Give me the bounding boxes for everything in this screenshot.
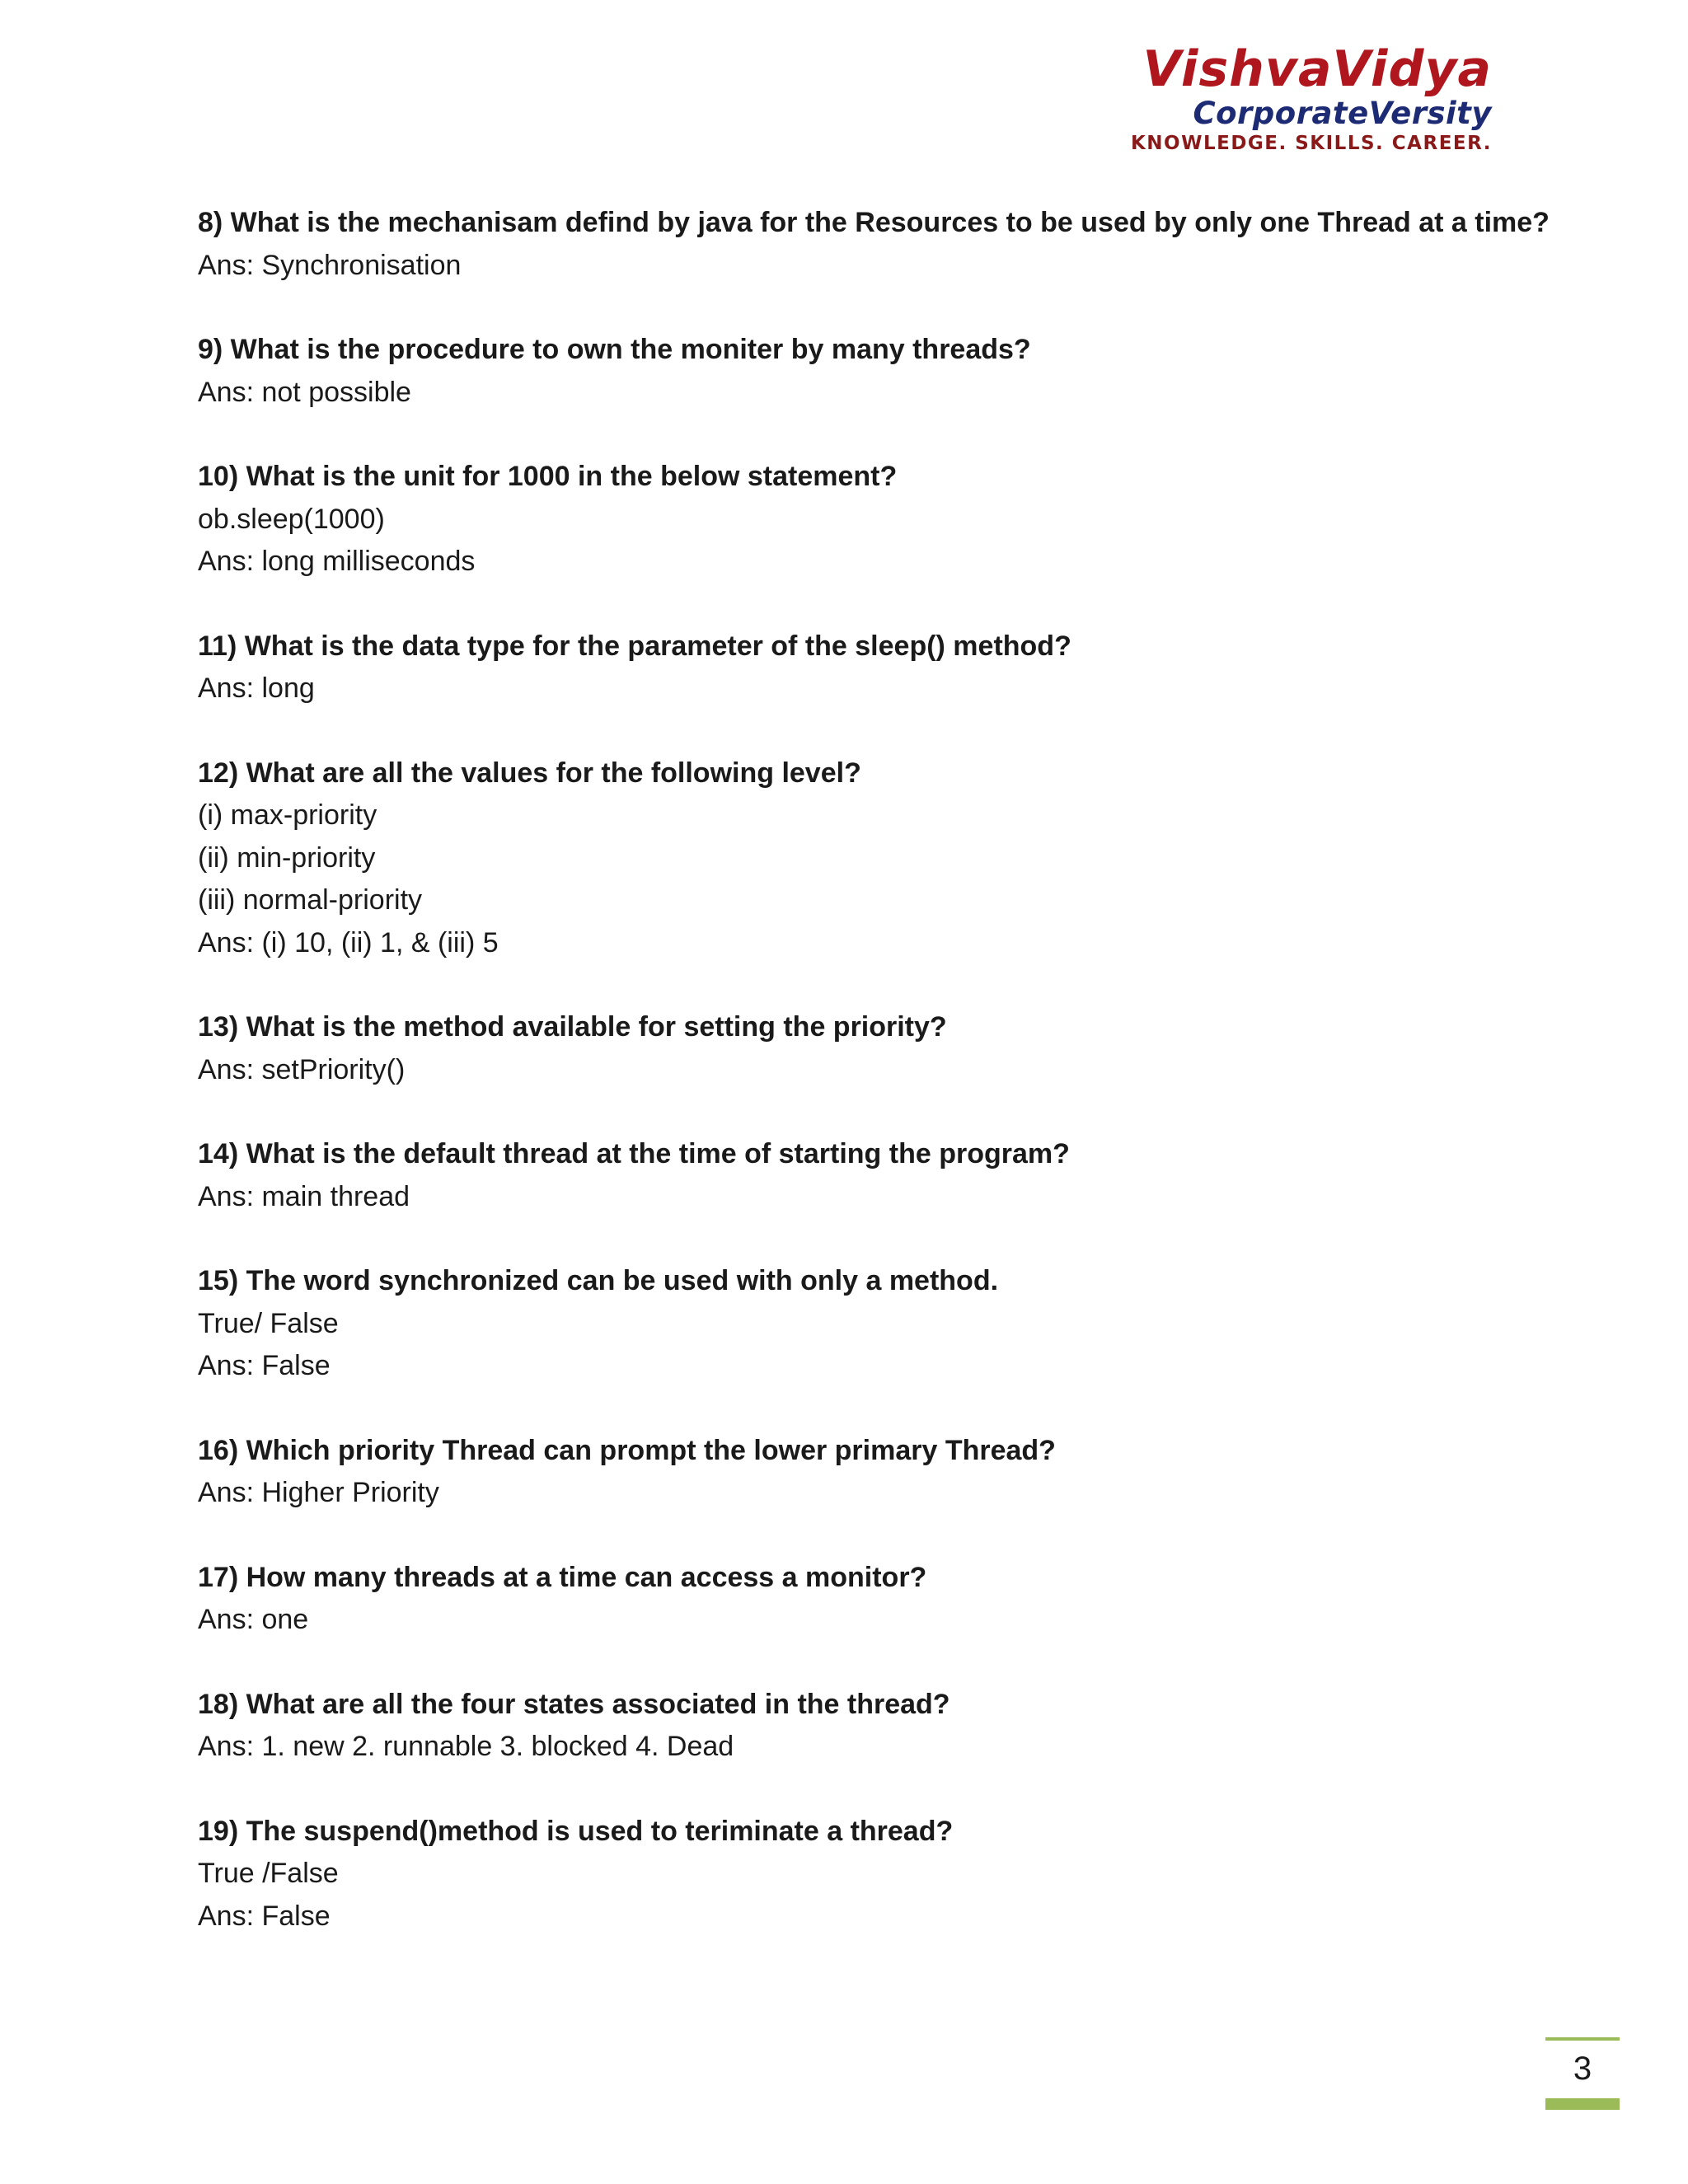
question-text: 17) How many threads at a time can access a monitor? — [198, 1561, 927, 1593]
answer-text: Ans: Synchronisation — [198, 249, 462, 281]
qa-item — [198, 329, 1517, 414]
question-text: 14) What is the default thread at the time of starting the program? — [198, 1138, 1070, 1169]
question-text: 12) What are all the values for the following level? — [198, 757, 861, 789]
question-text: 18) What are all the four states associated in the thread? — [198, 1688, 950, 1720]
qa-item — [198, 1430, 1517, 1515]
company-logo — [1104, 40, 1492, 155]
qa-item — [198, 456, 1517, 583]
answer-text: Ans: one — [198, 1604, 309, 1635]
question-detail: True/ False — [198, 1307, 339, 1339]
answer-text: Ans: 1. new 2. runnable 3. blocked 4. Dead — [198, 1731, 734, 1762]
question-text: 15) The word synchronized can be used with only a method. — [198, 1265, 999, 1296]
qa-item — [198, 1006, 1517, 1091]
question-text: 11) What is the data type for the parameter of the sleep() method? — [198, 630, 1071, 662]
qa-item — [198, 1684, 1517, 1769]
question-text: 8) What is the mechanisam defind by java for the Resources to be used by only one Thread at a time? — [198, 207, 1550, 238]
question-text: 10) What is the unit for 1000 in the below statement? — [198, 461, 898, 492]
qa-item — [198, 1811, 1517, 1938]
footer-rule — [1545, 2037, 1620, 2041]
answer-text: Ans: (i) 10, (ii) 1, & (iii) 5 — [198, 926, 499, 958]
qa-list — [198, 202, 1550, 1980]
answer-text: Ans: False — [198, 1900, 331, 1932]
question-detail: (i) max-priority — [198, 799, 377, 831]
logo-tagline: KNOWLEDGE. SKILLS. CAREER. — [1130, 133, 1492, 154]
qa-item — [198, 752, 1517, 965]
qa-item — [198, 1260, 1517, 1388]
question-detail: True /False — [198, 1858, 339, 1889]
answer-text: Ans: not possible — [198, 376, 411, 408]
qa-item — [198, 1557, 1517, 1642]
question-text: 16) Which priority Thread can prompt the lower primary Thread? — [198, 1434, 1056, 1466]
question-detail: ob.sleep(1000) — [198, 503, 385, 535]
qa-item — [198, 626, 1517, 710]
answer-text: Ans: main thread — [198, 1180, 410, 1212]
answer-text: Ans: Higher Priority — [198, 1477, 439, 1508]
question-text: 13) What is the method available for setting the priority? — [198, 1011, 947, 1043]
answer-text: Ans: False — [198, 1350, 331, 1381]
qa-item — [198, 1133, 1517, 1218]
footer-bar — [1545, 2098, 1620, 2110]
answer-text: Ans: long — [198, 673, 315, 704]
logo-subtitle: CorporateVersity — [1193, 96, 1492, 131]
question-text: 9) What is the procedure to own the moniter by many threads? — [198, 334, 1031, 365]
answer-text: Ans: long milliseconds — [198, 546, 476, 577]
logo-name: VishvaVidya — [1142, 40, 1492, 98]
question-text: 19) The suspend()method is used to teriminate a thread? — [198, 1815, 954, 1847]
question-detail: (iii) normal-priority — [198, 884, 423, 916]
qa-item — [198, 202, 1550, 287]
page-number: 3 — [1573, 2050, 1592, 2087]
answer-text: Ans: setPriority() — [198, 1053, 406, 1085]
question-detail: (ii) min-priority — [198, 841, 376, 874]
